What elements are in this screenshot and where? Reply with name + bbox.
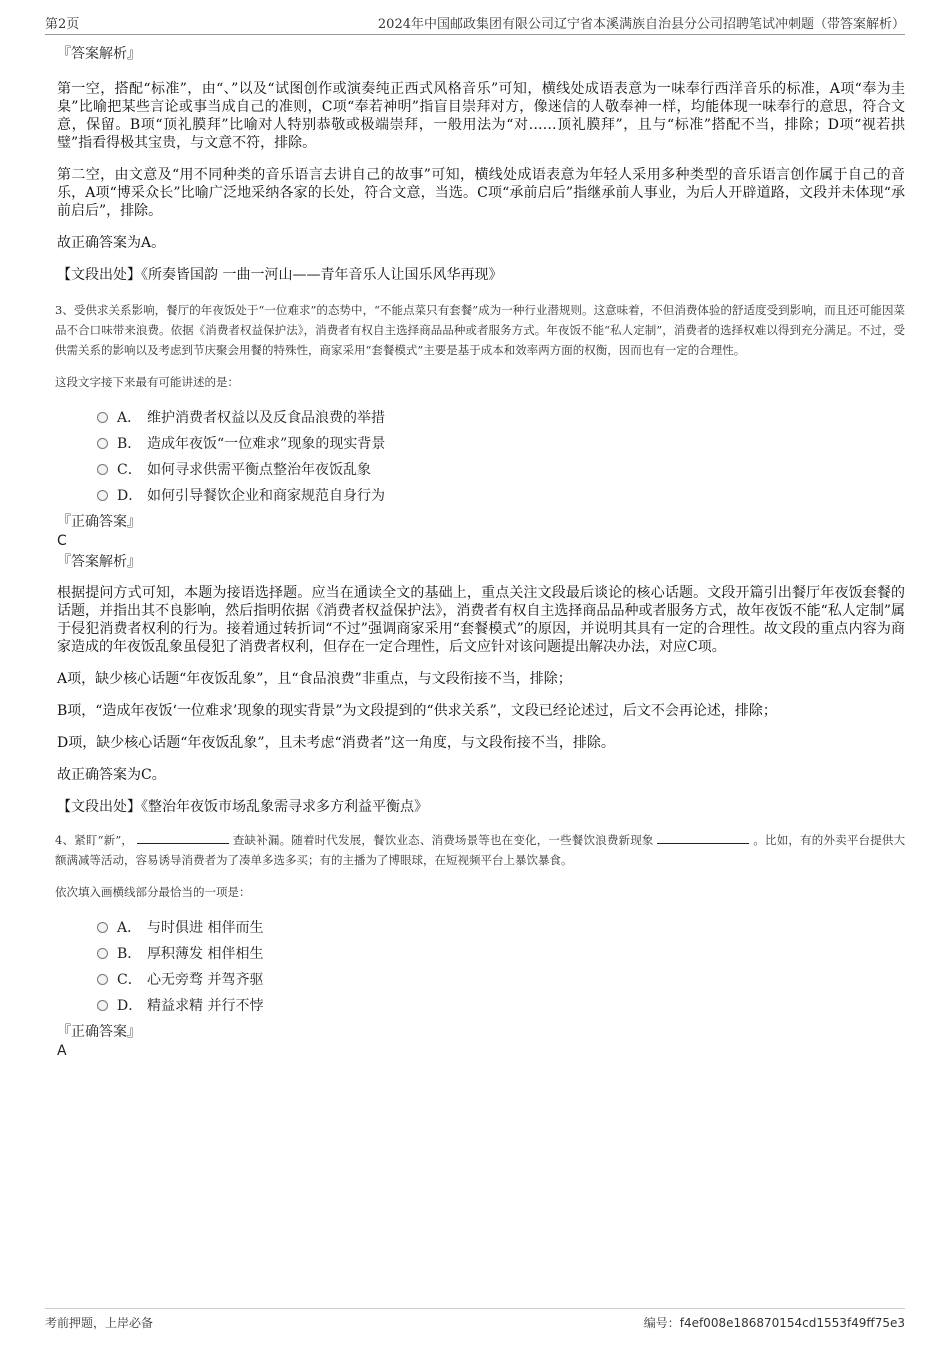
q3-options (45, 404, 905, 508)
document-id: 编号：f4ef008e186870154cd1553f49ff75e3 (643, 1316, 905, 1330)
correct-answer-tag: 『正确答案』 (57, 1024, 141, 1040)
q3-analysis-p4: D项，缺少核心话题“年夜饭乱象”，且未考虑“消费者”这一角度，与文段衔接不当，排除。 (57, 735, 615, 751)
q3-analysis-p2: A项，缺少核心话题“年夜饭乱象”，且“食品浪费”非重点，与文段衔接不当，排除； (57, 671, 572, 687)
q4-options (45, 914, 905, 1018)
page-header (45, 12, 905, 35)
q3-option-a[interactable]: A． 维护消费者权益以及反食品浪费的举措 (97, 404, 905, 430)
q3-answer: C (57, 533, 67, 549)
footer-slogan: 考前押题，上岸必备 (45, 1316, 154, 1330)
q2-conclusion: 故正确答案为A。 (57, 235, 166, 251)
q3-option-d[interactable]: D． 如何引导餐饮企业和商家规范自身行为 (97, 482, 905, 508)
radio-icon[interactable] (97, 412, 108, 423)
radio-icon[interactable] (97, 490, 108, 501)
analysis-tag: 『答案解析』 (57, 46, 141, 62)
q3-conclusion: 故正确答案为C。 (57, 767, 166, 783)
radio-icon[interactable] (97, 948, 108, 959)
page-content (45, 44, 905, 1060)
q2-analysis-p1: 第一空，搭配“标准”，由“、”以及“试图创作或演奏纯正西式风格音乐”可知，横线处成语表意为一味奉行西洋音乐的标准，A项“奉为圭臬”比喻把某些言论或事当成自己的准则，C项“奉若神明”指盲目崇拜对方，像迷信的人敬奉神一样，均能体现一味奉行的意思，符合文意，保留。B项“顶礼膜拜”比喻对人特别恭敬或极端崇拜，一般用法为“对……顶礼膜拜”，且与“标准”搭配不当，排除；D项“视若拱璧”指看得极其宝贵，与文意不符，排除。 (57, 81, 905, 151)
radio-icon[interactable] (97, 922, 108, 933)
radio-icon[interactable] (97, 974, 108, 985)
q3-option-b[interactable]: B． 造成年夜饭“一位难求”现象的现实背景 (97, 430, 905, 456)
q3-analysis-p3: B项，“造成年夜饭‘一位难求’现象的现实背景”为文段提到的“供求关系”，文段已经论述过，后文不会再论述，排除； (57, 703, 777, 719)
q4-answer: A (57, 1043, 67, 1059)
q4-stem: 4、紧盯“新”， 查缺补漏。随着时代发展，餐饮业态、消费场景等也在变化，一些餐饮浪费新现象 。比如，有的外卖平台提供大额满减等活动，容易诱导消费者为了凑单多选多买；有的主播为了博眼球，在短视频平台上暴饮暴食。 (55, 833, 906, 867)
q4-option-d[interactable]: D． 精益求精 并行不悖 (97, 992, 905, 1018)
fill-blank-2 (657, 831, 749, 844)
document-title: 2024年中国邮政集团有限公司辽宁省本溪满族自治县分公司招聘笔试冲刺题（带答案解析） (377, 17, 905, 32)
page-footer (45, 1308, 905, 1331)
q2-source: 【文段出处】《所奏皆国韵 一曲一河山——青年音乐人让国乐风华再现》 (57, 267, 503, 283)
q4-question: 依次填入画横线部分最恰当的一项是： (55, 885, 251, 899)
q2-analysis-p2: 第二空，由文意及“用不同种类的音乐语言去讲自己的故事”可知，横线处成语表意为年轻人采用多种类型的音乐语言创作属于自己的音乐，A项“博采众长”比喻广泛地采纳各家的长处，符合文意，当选。C项“承前启后”指继承前人事业，为后人开辟道路，文段并未体现“承前启后”，排除。 (57, 167, 905, 219)
analysis-tag: 『答案解析』 (57, 554, 141, 570)
q3-stem: 3、受供求关系影响，餐厅的年夜饭处于“一位难求”的态势中，“不能点菜只有套餐”成为一种行业潜规则。这意味着，不但消费体验的舒适度受到影响，而且还可能因菜品不合口味带来浪费。依据《消费者权益保护法》，消费者有权自主选择商品品种或者服务方式。年夜饭不能“私人定制”，消费者的选择权难以得到充分满足。不过，受供需关系的影响以及考虑到节庆聚会用餐的特殊性，商家采用“套餐模式”主要是基于成本和效率两方面的权衡，因而也有一定的合理性。 (55, 303, 905, 357)
fill-blank-1 (137, 831, 229, 844)
q4-option-c[interactable]: C． 心无旁骛 并驾齐驱 (97, 966, 905, 992)
radio-icon[interactable] (97, 1000, 108, 1011)
q3-analysis-p1: 根据提问方式可知，本题为接语选择题。应当在通读全文的基础上，重点关注文段最后谈论的核心话题。文段开篇引出餐厅年夜饭套餐的话题，并指出其不良影响，然后指明依据《消费者权益保护法》，消费者有权自主选择商品品种或者服务方式，故年夜饭不能“私人定制”属于侵犯消费者权利的行为。接着通过转折词“不过”强调商家采用“套餐模式”的原因，并说明其具有一定的合理性。故文段的重点内容为商家造成的年夜饭乱象虽侵犯了消费者权利，但存在一定合理性，后文应针对该问题提出解决办法，对应C项。 (57, 585, 905, 655)
q4-option-a[interactable]: A． 与时俱进 相伴而生 (97, 914, 905, 940)
correct-answer-tag: 『正确答案』 (57, 514, 141, 530)
radio-icon[interactable] (97, 438, 108, 449)
q3-source: 【文段出处】《整治年夜饭市场乱象需寻求多方利益平衡点》 (57, 799, 428, 815)
q4-option-b[interactable]: B． 厚积薄发 相伴相生 (97, 940, 905, 966)
radio-icon[interactable] (97, 464, 108, 475)
q3-option-c[interactable]: C． 如何寻求供需平衡点整治年夜饭乱象 (97, 456, 905, 482)
q3-question: 这段文字接下来最有可能讲述的是： (55, 375, 239, 389)
page-number: 第2页 (45, 17, 80, 32)
